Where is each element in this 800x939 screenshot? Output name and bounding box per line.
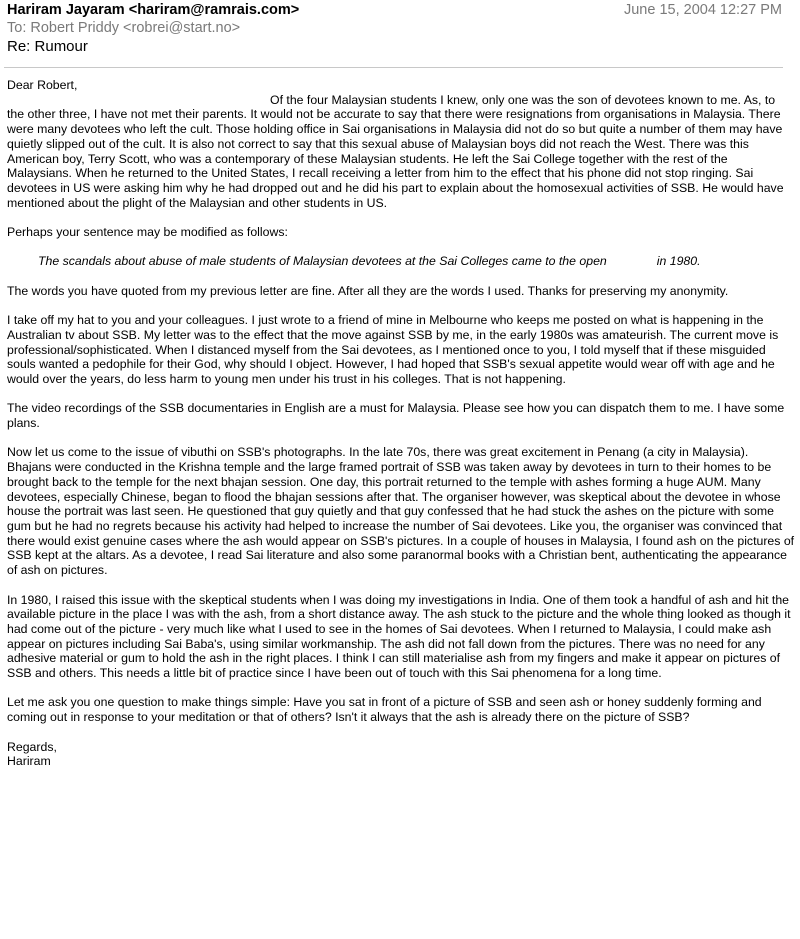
to-label: To:	[7, 20, 27, 36]
paragraph-7: In 1980, I raised this issue with the skeptical students when I was doing my investigations in India. One of them took a handful of ash and hit the available picture in the place I was with the ash, from a short distance away. The ash stuck to the picture and the whole thing looked as though it had come out of the picture - very much like what I used to see in the homes of Sai devotees. When I returned to Malaysia, I could make ash appear on pictures including Sai Baba's, using similar workmanship. The ash did not fall down from the pictures. There was no need for any adhesive material or gum to hold the ash in the right places. I think I can still materialise ash from my fingers and make it appear on pictures of SSB and others. This needs a little bit of practice since I have been out of touch with this Sai phenomena for a long time.	[7, 592, 791, 681]
subject: Rumour	[34, 38, 88, 55]
sent-date: June 15, 2004 12:27 PM	[623, 2, 782, 18]
closing: Regards,	[7, 739, 57, 754]
message-body	[7, 78, 795, 769]
quote-part-1: The scandals about abuse of male students of Malaysian devotees at the Sai Colleges came to the open	[38, 254, 607, 269]
subject-label: Re:	[7, 38, 31, 55]
subject-line	[7, 38, 88, 55]
paragraph-8: Let me ask you one question to make things simple: Have you sat in front of a picture of SSB and seen ash or honey suddenly forming and coming out in response to your meditation or that of others? Isn't it always that the ash is already there on the picture of SSB?	[7, 695, 762, 725]
quote-part-2: in 1980.	[656, 254, 701, 269]
recipient[interactable]: Robert Priddy <robrei@start.no>	[30, 20, 241, 36]
paragraph-5: The video recordings of the SSB documentaries in English are a must for Malaysia. Please see how you can dispatch them to me. I have some plans.	[7, 401, 785, 431]
greeting: Dear Robert,	[7, 78, 78, 92]
signature: Hariram	[7, 754, 51, 769]
paragraph-6: Now let us come to the issue of vibuthi on SSB's photographs. In the late 70s, there was great excitement in Penang (a city in Malaysia). Bhajans were conducted in the Krishna temple and the large framed portrait of SSB was taken away by devotees in turn to their homes to be brought back to the temple for the next bhajan session. One day, this portrait returned to the temple with ashes forming a huge AUM. Many devotees, especially Chinese, began to flood the bhajan sessions after that. The organiser however, was skeptical about the devotee in whose house the portrait was last seen. He questioned that guy quietly and that guy confessed that he had stuck the ashes on the picture with some gum but he had no regrets because his activity had helped to increase the number of Sai devotees. Like you, the organiser was convinced that there would exist genuine cases where the ash would appear on SSB's pictures. In a couple of houses in Malaysia, I found ash on the pictures of SSB kept at the altars. As a devotee, I read Sai literature and also some paranormal books with a Christian bent, authenticating the appearance of ash on pictures.	[7, 445, 795, 578]
quoted-sentence	[7, 254, 795, 269]
header-divider	[4, 67, 783, 68]
paragraph-1	[7, 93, 795, 211]
recipient-line	[7, 20, 240, 36]
paragraph-4: I take off my hat to you and your colleagues. I just wrote to a friend of mine in Melbourne who keeps me posted on what is happening in the Australian tv about SSB. My letter was to the effect that the move against SSB by me, in the early 1980s was amateurish. The current move is professional/sophisticated. When I distanced myself from the Sai devotees, as I mentioned once to you, I told myself that if these misguided souls wanted a pedophile for their God, why should I object. However, I had hoped that SSB's sexual appetite would wear off with age and he would over the years, do less harm to young men under his trust in his colleges. That is not happening.	[7, 313, 779, 386]
sender[interactable]: Hariram Jayaram <hariram@ramrais.com>	[7, 2, 300, 18]
paragraph-1-text: Of the four Malaysian students I knew, only one was the son of devotees known to me. As, to the other three, I have not met their parents. It would not be accurate to say that there were resignations from organisations in Malaysia. There were many devotees who left the cult. Those holding office in Sai organisations in Malaysia did not do so but quite a number of them may have quietly slipped out of the cult. It is also not correct to say that this sexual abuse of Malaysian boys did not reach the West. There was this American boy, Terry Scott, who was a contemporary of these Malaysian students. He left the Sai College together with the rest of the Malaysians. When he returned to the United States, I recall receiving a letter from him to the effect that his phone did not stop ringing. Sai devotees in US were asking him why he had dropped out and he did his part to explain about the homosexual activities of SSB. He would have mentioned about the plight of the Malaysian and other students in US.	[7, 92, 784, 210]
paragraph-3: The words you have quoted from my previous letter are fine. After all they are the words I used. Thanks for preserving my anonymity.	[7, 283, 729, 298]
paragraph-2: Perhaps your sentence may be modified as follows:	[7, 225, 288, 240]
